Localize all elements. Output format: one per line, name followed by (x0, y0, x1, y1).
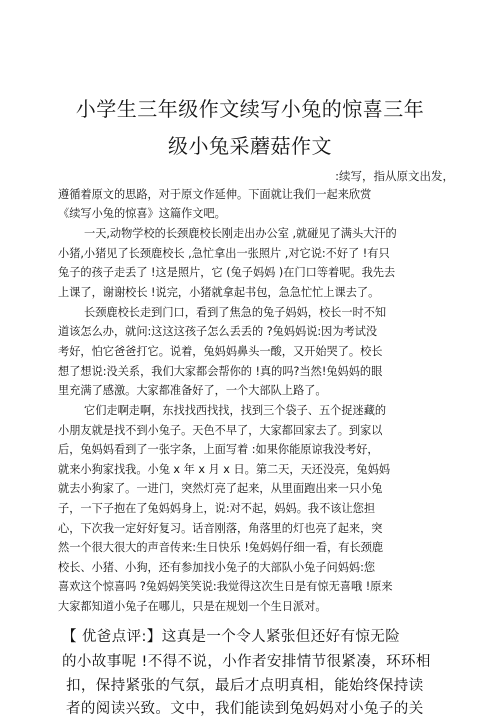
body-line: 小猪,小猪见了长颈鹿校长 ,急忙拿出一张照片 ,对它说:不好了 !有只 (58, 247, 390, 260)
body-line: 然一个很大很大的声音传来:生日快乐 !兔妈妈仔细一看，有长颈鹿 (58, 541, 384, 554)
comment-line: 的小故事呢 !不得不说，小作者安排情节很紧凑，环环相 (62, 654, 431, 670)
body-line: 校长、小猪、小狗，还有参加找小兔子的大部队小兔子问妈妈:您 (58, 561, 376, 574)
body-line: 兔子的孩子走丢了 !这是照片，它 (兔子妈妈 )在门口等着呢。我先去 (58, 266, 396, 279)
body-line: 就来小狗家找我。小兔 x 年 x 月 x 日。第二天，天还没亮，兔妈妈 (58, 463, 391, 476)
body-line: 大家都知道小兔子在哪儿，只是在规划一个生日派对。 (58, 600, 327, 613)
body-line: 子，一下子抱在了兔妈妈身上，说:对不起，妈妈。我不该让您担 (58, 502, 376, 515)
body-line: 小朋友就是找不到小兔子。天色不早了，大家都回家去了。到家以 (58, 424, 383, 437)
body-line: 一天,动物学校的长颈鹿校长刚走出办公室 ,就碰见了满头大汗的 (84, 227, 397, 240)
document-title-line-1: 小学生三年级作文续写小兔的惊喜三年 (75, 97, 425, 121)
body-line: 遵循着原文的思路，对于原文作延伸。下面就让我们一起来欣赏 (58, 188, 372, 201)
body-line: 就去小狗家了。一进门，突然灯亮了起来，从里面跑出来一只小兔 (58, 482, 383, 495)
body-line: 《续写小兔的惊喜》这篇作文吧。 (58, 207, 226, 220)
body-line: 它们走啊走啊，东找找西找找，找到三个袋子、五个捉迷藏的 (84, 404, 387, 417)
body-line: 后，兔妈妈看到了一张字条，上面写着 :如果你能原谅我没考好， (58, 443, 379, 456)
comment-line: 【 优爸点评:】这真是一个令人紧张但还好有惊无险 (62, 629, 401, 645)
body-line: 考好，怕它爸爸打它。说着，兔妈妈鼻头一酸，又开始哭了。校长 (58, 345, 383, 358)
body-line: 心，下次我一定好好复习。话音刚落，角落里的灯也亮了起来，突 (58, 522, 383, 535)
document-title-line-2: 级小兔采蘑菇作文 (168, 134, 332, 158)
body-line: 喜欢这个惊喜吗 ?兔妈妈笑笑说:我觉得这次生日是有惊无喜哦 !原来 (58, 580, 393, 593)
body-line: 想了想说:没关系，我们大家都会帮你的 !真的吗?当然!兔妈妈的眼 (58, 365, 383, 378)
intro-fragment: :续写，指从原文出发， (335, 169, 454, 183)
comment-line: 者的阅读兴致。文中，我们能读到兔妈妈对小兔子的关 (66, 701, 424, 717)
body-line: 道该怎么办，就问:这这这孩子怎么丢丢的 ?兔妈妈说:因为考试没 (58, 325, 378, 338)
comment-line: 扣，保持紧张的气氛，最后才点明真相，能始终保持读 (66, 678, 424, 694)
body-line: 里充满了感激。大家都准备好了，一个大部队上路了。 (58, 384, 327, 397)
body-line: 长颈鹿校长走到门口，看到了焦急的兔子妈妈，校长一时不知 (84, 306, 387, 319)
body-line: 上课了，谢谢校长 !说完，小猪就拿起书包，急急忙忙上课去了。 (58, 286, 380, 299)
